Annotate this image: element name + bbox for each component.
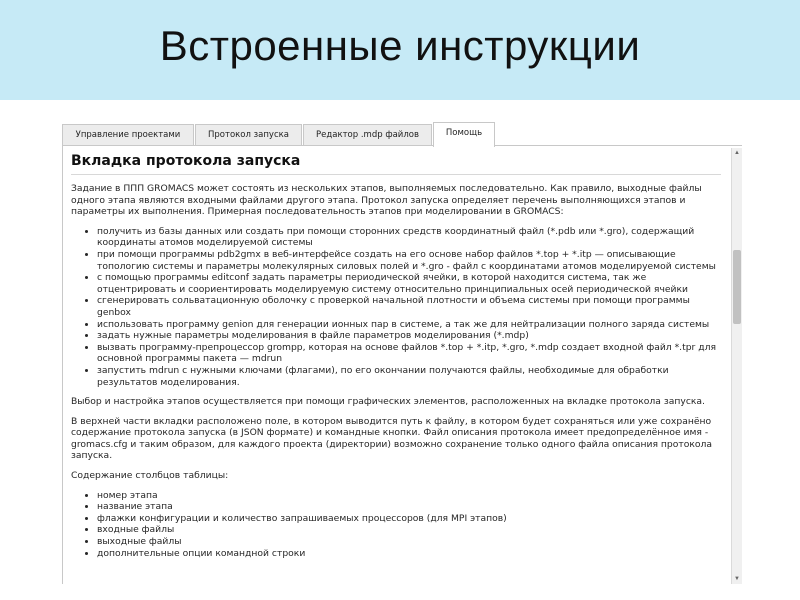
tab-project-management[interactable]: Управление проектами	[62, 124, 194, 145]
list-item: • сгенерировать сольватационную оболочку с проверкой начальной плотности и объема системы при помощи программы genbox	[97, 295, 721, 318]
help-intro: Задание в ППП GROMACS может состоять из нескольких этапов, выполняемых последовательно. Как правило, выходные файлы одного этапа являются входными файлами другого этапа. Протокол запуска определяет перечень выполняющихся этапов и параметры их выполнения. Примерная последовательность этапов при моделировании в GROMACS:	[71, 183, 702, 218]
list-item: • запустить mdrun с нужными ключами (флагами), по его окончании получаются файлы, необходимые для обработки результатов моделирования.	[97, 365, 721, 388]
selection-note: Выбор и настройка этапов осуществляется при помощи графических элементов, расположенных на вкладке протокола запуска.	[71, 396, 705, 408]
list-item: • флажки конфигурации и количество запрашиваемых процессоров (для MPI этапов)	[97, 513, 721, 525]
scroll-up-arrow-icon[interactable]: ▲	[734, 150, 740, 156]
list-item: • название этапа	[97, 501, 721, 513]
list-item: • получить из базы данных или создать при помощи сторонних средств координатный файл (*.pdb или *.gro), содержащий координаты атомов моделируемой системы	[97, 226, 721, 249]
list-item: • с помощью программы editconf задать параметры периодической ячейки, в которой находится система, так же отцентрировать и соориентировать моделируемую систему относительно принципиальных осей периодической ячейки	[97, 272, 721, 295]
list-item: • при помощи программы pdb2gmx в веб-интерфейсе создать на его основе набор файлов *.top + *.itp — описывающие топологию системы и параметры молекулярных силовых полей и *.gro - файл с координатами атомов моделируемой системы	[97, 249, 721, 272]
list-item: • выходные файлы	[97, 536, 721, 548]
steps-list	[71, 226, 721, 388]
columns-heading: Содержание столбцов таблицы:	[71, 470, 229, 482]
tab-run-protocol[interactable]: Протокол запуска	[195, 124, 302, 145]
slide-title: Встроенные инструкции	[159, 22, 641, 69]
columns-list	[71, 490, 721, 560]
tab-bar	[62, 122, 742, 146]
list-item: • номер этапа	[97, 490, 721, 502]
tab-mdp-editor[interactable]: Редактор .mdp файлов	[303, 124, 432, 145]
slide-title-band	[0, 0, 800, 100]
app-screenshot	[62, 122, 742, 584]
list-item: • использовать программу genion для генерации ионных пар в системе, а так же для нейтрализации полного заряда системы	[97, 319, 721, 331]
tab-help[interactable]: Помощь	[433, 122, 495, 147]
help-panel	[62, 146, 742, 584]
list-item: • входные файлы	[97, 524, 721, 536]
list-item: • вызвать программу-препроцессор grompp, которая на основе файлов *.top + *.itp, *.gro, *.mdp создает входной файл *.tpr для основной программы пакета — mdrun	[97, 342, 721, 365]
help-content	[71, 152, 721, 582]
vertical-scrollbar[interactable]	[731, 148, 742, 584]
scroll-thumb[interactable]	[733, 250, 741, 324]
help-heading: Вкладка протокола запуска	[71, 152, 721, 175]
list-item: • задать нужные параметры моделирования в файле параметров моделирования (*.mdp)	[97, 330, 721, 342]
list-item: • дополнительные опции командной строки	[97, 548, 721, 560]
top-area-note: В верхней части вкладки расположено поле, в котором выводится путь к файлу, в котором будет сохраняться или уже сохранёно содержание протокола запуска (в JSON формате) и командные кнопки. Файл описания протокола имеет предопределённое имя - gromacs.cfg и таким образом, для каждого проекта (директории) возможно сохранение только одного файла описания протокола запуска.	[71, 415, 712, 462]
scroll-down-arrow-icon[interactable]: ▼	[734, 576, 740, 582]
